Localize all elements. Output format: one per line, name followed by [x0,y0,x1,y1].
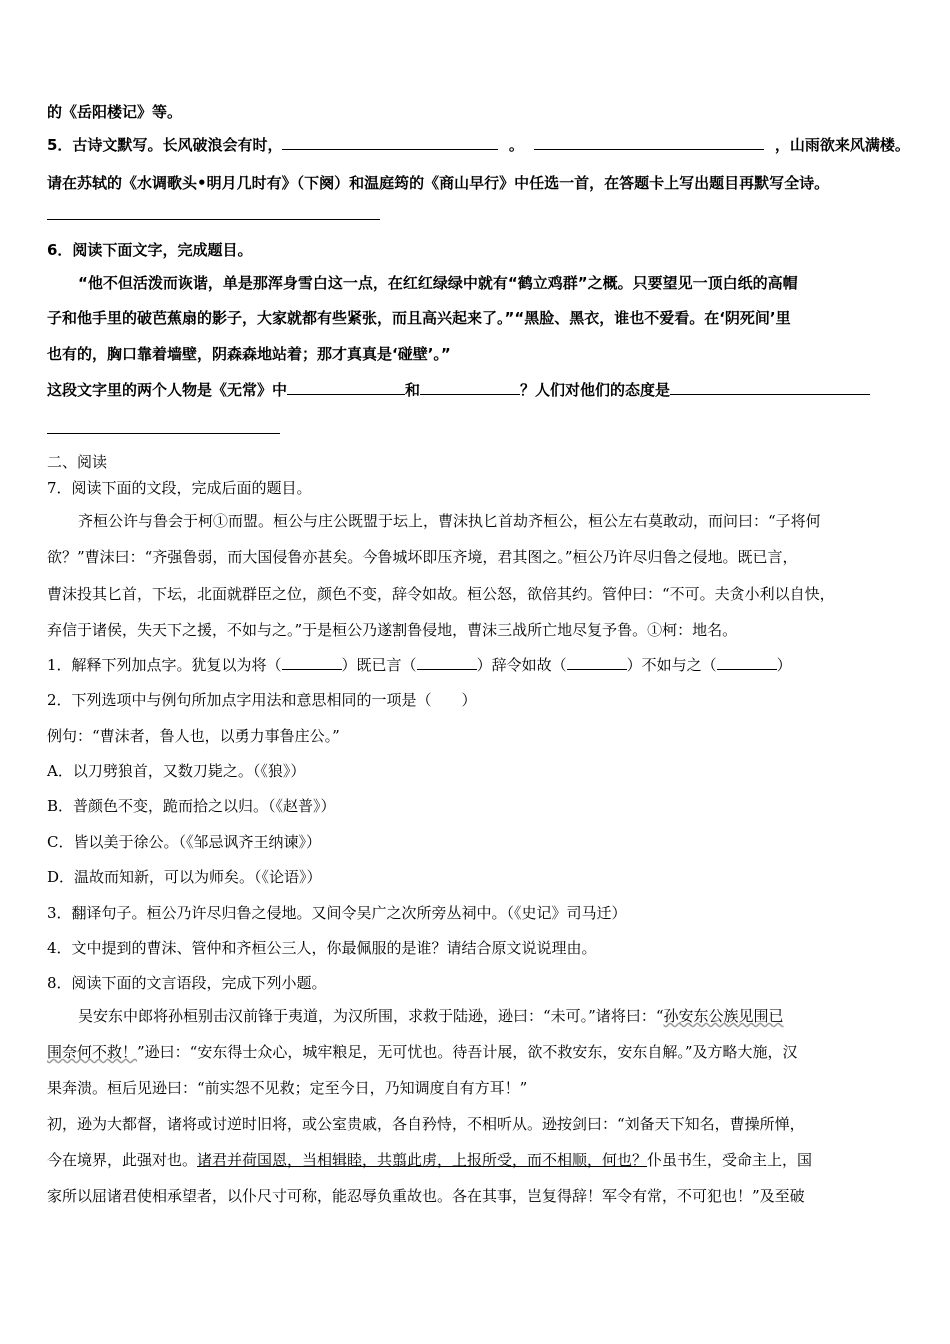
section-heading: 二、阅读 [47,453,108,471]
q8-para: 果奔溃。桓后见逊曰：“前实怨不见救；定至今日，乃知调度自有方耳！” [47,1079,528,1097]
s1-text: ）不如与之（ [626,656,717,674]
answer-blank[interactable] [670,380,870,395]
q6-and: 和 [405,381,421,399]
q8-para: 家所以屈诸君使相承望者，以仆尺寸可称，能忍辱负重故也。各在其事，岂复得辞！军令有常，不可犯也！”及至破 [47,1187,805,1205]
q7-para: 曹沫投其匕首，下坛，北面就群臣之位，颜色不变，辞令如故。桓公怒，欲倍其约。管仲曰：“不可。夫贪小利以自快， [47,585,835,603]
q5-line1 [47,135,910,155]
q7-sub2: 2．下列选项中与例句所加点字用法和意思相同的一项是（ ） [47,691,477,709]
q6-para: 子和他手里的破芭蕉扇的影子，大家就都有些紧张，而且高兴起来了。”“黑脸、黑衣，谁也不爱看。在‘阴死间’里 [47,309,791,327]
example-sentence: 例句：“曹沫者，鲁人也，以勇力事鲁庄公。” [47,727,340,745]
answer-blank[interactable] [567,655,627,670]
s1-text: ） [776,656,792,674]
q7-title: 7．阅读下面的文段，完成后面的题目。 [47,479,312,497]
q5-prefix: 5．古诗文默写。长风破浪会有时， [47,136,283,154]
q8-text: 今在境界，此强对也。 [47,1151,198,1169]
answer-blank[interactable] [534,135,764,150]
q7-sub1 [47,655,792,675]
answer-line[interactable] [47,219,380,220]
q6-suffix: ？人们对他们的态度是 [520,381,671,399]
q7-sub3: 3．翻译句子。桓公乃许尽归鲁之侵地。又间令吴广之次所旁丛祠中。（《史记》司马迁） [47,904,627,922]
answer-blank[interactable] [717,655,777,670]
s1-text: 1．解释下列加点字。犹复以为将（ [47,656,282,674]
q8-title: 8．阅读下面的文言语段，完成下列小题。 [47,974,327,992]
option-d[interactable]: D．温故而知新，可以为师矣。（《论语》） [47,868,322,886]
q4-tail: 的《岳阳楼记》等。 [47,103,183,121]
q7-para: 弃信于诸侯，失天下之援，不如与之。”于是桓公乃遂割鲁侵地，曹沫三战所亡地尽复予鲁。①柯：地名。 [47,621,738,639]
q7-sub4: 4．文中提到的曹沫、管仲和齐桓公三人，你最佩服的是谁？请结合原文说说理由。 [47,939,597,957]
s1-text: ）辞令如故（ [476,656,567,674]
answer-line[interactable] [47,433,280,434]
q6-para: “他不但活泼而诙谐，单是那浑身雪白这一点，在红红绿绿中就有“鹤立鸡群”之概。只要望见一顶白纸的高帽 [78,274,798,292]
option-c[interactable]: C．皆以美于徐公。（《邹忌讽齐王纳谏》） [47,833,321,851]
q8-underlined-text: 诸君并荷国恩，当相辑睦，共翦此虏，上报所受，而不相顺，何也？ [197,1151,648,1169]
answer-blank[interactable] [282,135,498,150]
q8-para: 初，逊为大都督，诸将或讨逆时旧将，或公室贵戚，各自矜恃，不相听从。逊按剑曰：“刘备天下知名，曹操所惮， [47,1115,805,1133]
q6-prefix: 这段文字里的两个人物是《无常》中 [47,381,288,399]
q8-text: ”逊曰：“安东得士众心，城牢粮足，无可忧也。待吾计展，欲不救安东，安东自解。”及方略大施，汉 [137,1043,798,1061]
q5-line2: 请在苏轼的《水调歌头•明月几时有》（下阕）和温庭筠的《商山早行》中任选一首，在答题卡上写出题目再默写全诗。 [47,174,830,192]
q8-para [47,1150,812,1170]
option-a[interactable]: A．以刀劈狼首，又数刀毙之。（《狼》） [47,762,306,780]
q5-mid: 。 [508,136,524,154]
q7-para: 欲？”曹沫曰：“齐强鲁弱，而大国侵鲁亦甚矣。今鲁城坏即压齐境，君其图之。”桓公乃许尽归鲁之侵地。既已言， [47,548,798,566]
answer-blank[interactable] [287,380,405,395]
option-b[interactable]: B．普颜色不变，跪而拾之以归。（《赵普》） [47,797,336,815]
answer-blank[interactable] [417,655,477,670]
q6-para: 也有的，胸口靠着墙壁，阴森森地站着；那才真真是‘碰壁’。” [47,345,451,363]
q5-suffix: ，山雨欲来风满楼。 [774,136,910,154]
q8-para [78,1006,784,1026]
answer-blank[interactable] [282,655,342,670]
q8-para [47,1042,798,1062]
q8-text: 仆虽书生，受命主上，国 [647,1151,813,1169]
q6-question [47,380,870,400]
q6-title: 6．阅读下面文字，完成题目。 [47,241,253,259]
q8-text: 吴安东中郎将孙桓别击汉前锋于夷道，为汉所围，求救于陆逊，逊曰：“未可。”诸将曰：“ [78,1007,664,1025]
q7-para: 齐桓公许与鲁会于柯①而盟。桓公与庄公既盟于坛上，曹沫执匕首劫齐桓公，桓公左右莫敢动，而问曰：“子将何 [78,512,821,530]
q8-marked-text: 围奈何不救！ [47,1043,138,1061]
answer-blank[interactable] [420,380,520,395]
q8-marked-text: 孙安东公族见围已 [663,1007,784,1025]
s1-text: ）既已言（ [341,656,417,674]
